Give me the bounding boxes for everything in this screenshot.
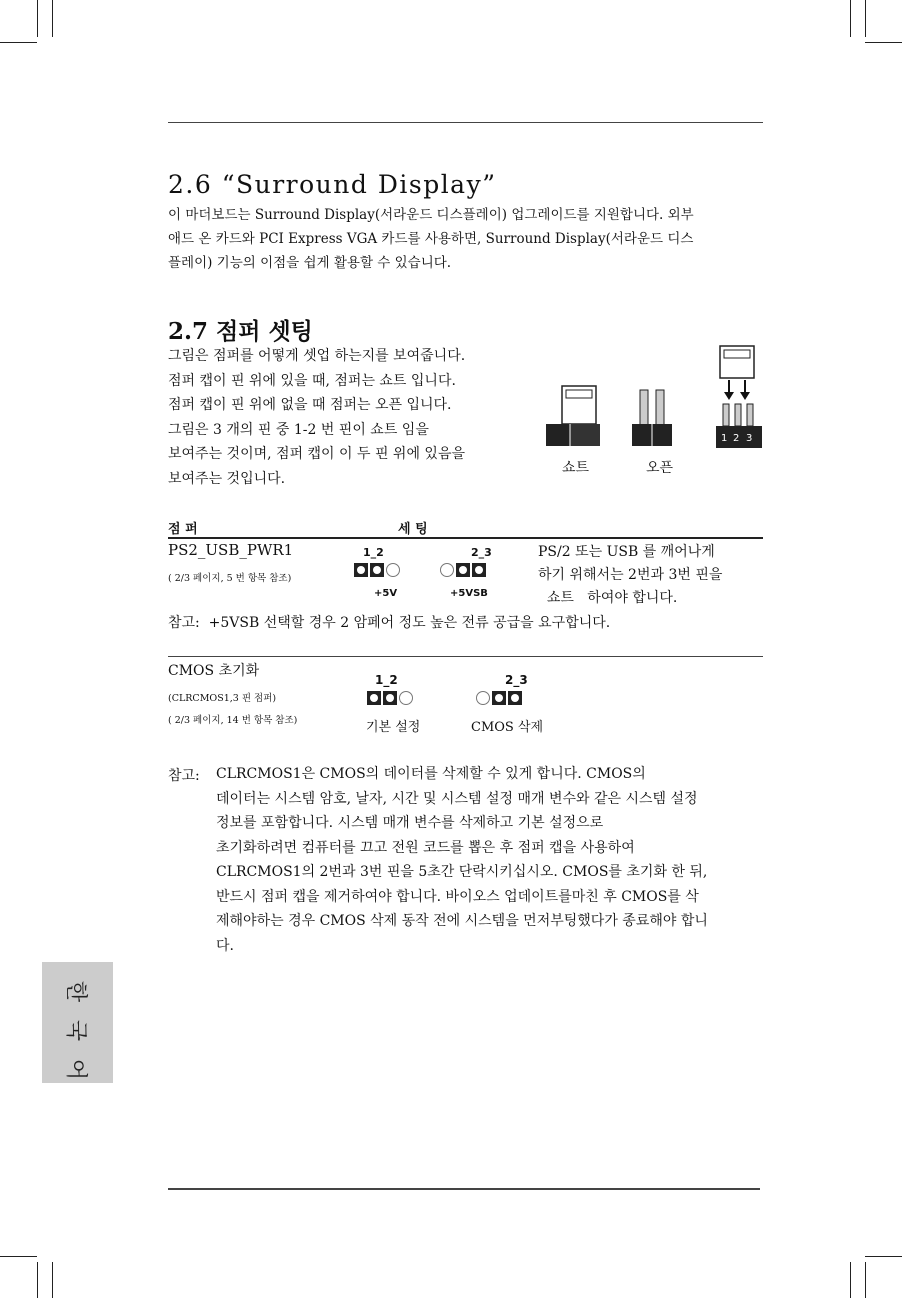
- jumper-illustration: [540, 340, 770, 455]
- language-side-tab: [42, 962, 113, 1083]
- cmos-right-pin-label: 2_3: [505, 673, 528, 687]
- crop-mark: [52, 0, 53, 37]
- table-header-setting: 세 팅: [398, 522, 428, 537]
- text-line: 하기 위해서는 2번과 3번 핀을: [538, 567, 723, 583]
- text-line: CLRCMOS1의 2번과 3번 핀을 5초간 단락시키십시오. CMOS를 초기화 한 뒤,: [216, 864, 708, 880]
- pin-open: [386, 563, 400, 577]
- crop-mark: [52, 1262, 53, 1298]
- ps2-description: [538, 541, 722, 610]
- cmos-left-pin-label: 1_2: [375, 673, 398, 687]
- cmos-pins-2-3: [476, 691, 524, 710]
- header-rule: [168, 122, 763, 123]
- text-line: 플레이) 기능의 이점을 쉽게 활용할 수 있습니다.: [168, 255, 452, 271]
- svg-text:3: 3: [746, 433, 753, 444]
- text-line: 점퍼 캡이 핀 위에 없을 때 점퍼는 오픈 입니다.: [168, 397, 452, 413]
- crop-mark: [850, 1262, 851, 1298]
- table-divider: [168, 656, 763, 657]
- side-tab-char: 어: [63, 1058, 88, 1081]
- open-label: 오픈: [646, 460, 674, 476]
- note-body: [216, 762, 768, 958]
- text-line: 쇼트 하여야 합니다.: [538, 590, 678, 606]
- pin-shorted: [508, 691, 522, 705]
- crop-mark: [850, 0, 851, 37]
- text-line: 그림은 점퍼를 어떻게 셋업 하는지를 보여줍니다.: [168, 348, 466, 364]
- text-line: 제해야하는 경우 CMOS 삭제 동작 전에 시스템을 먼저부팅했다가 종료해야 합니: [216, 913, 708, 929]
- pin-shorted: [367, 691, 381, 705]
- crop-mark: [0, 1256, 37, 1257]
- ps2-jumper-name: PS2_USB_PWR1: [168, 541, 294, 559]
- text-line: CLRCMOS1은 CMOS의 데이터를 삭제할 수 있게 합니다. CMOS의: [216, 766, 646, 782]
- ps2-pins-2-3: [440, 563, 488, 582]
- section-27-body: [168, 344, 538, 491]
- section-27-title: 2.7 점퍼 셋팅: [168, 318, 313, 345]
- ps2-left-caption: +5V: [374, 588, 398, 599]
- text-line: 다.: [216, 937, 234, 954]
- ps2-reference: ( 2/3 페이지, 5 번 항목 참조): [168, 573, 292, 584]
- pin-open: [399, 691, 413, 705]
- svg-text:2: 2: [733, 433, 740, 444]
- pin-shorted: [383, 691, 397, 705]
- crop-mark: [865, 42, 902, 43]
- svg-text:1: 1: [721, 433, 728, 444]
- text-line: 이 마더보드는 Surround Display(서라운드 디스플레이) 업그레이드를 지원합니다. 외부: [168, 207, 694, 223]
- ps2-left-pin-label: 1_2: [363, 546, 384, 559]
- crop-mark: [865, 0, 866, 37]
- short-jumper-figure: [546, 386, 600, 446]
- pin-shorted: [492, 691, 506, 705]
- text-line: 초기화하려면 컴퓨터를 끄고 전원 코드를 뽑은 후 점퍼 캡을 사용하여: [216, 839, 635, 856]
- text-line: 데이터는 시스템 암호, 날자, 시간 및 시스템 설정 매개 변수와 같은 시스템 설정: [216, 790, 698, 807]
- text-line: PS/2 또는 USB 를 깨어나게: [538, 544, 715, 560]
- pin-open: [476, 691, 490, 705]
- pin-shorted: [354, 563, 368, 577]
- cmos-pins-1-2: [367, 691, 415, 710]
- open-jumper-figure: [632, 390, 672, 446]
- side-tab-char: 한: [63, 980, 88, 1003]
- text-line: 애드 온 카드와 PCI Express VGA 카드를 사용하면, Surround Display(서라운드 디스: [168, 231, 694, 247]
- crop-mark: [37, 1262, 38, 1298]
- ps2-note: 참고: +5VSB 선택할 경우 2 암페어 정도 높은 전류 공급을 요구합니다.: [168, 615, 611, 631]
- cmos-jumper-name: CMOS 초기화: [168, 663, 260, 679]
- ps2-right-pin-label: 2_3: [471, 546, 492, 559]
- pin-shorted: [456, 563, 470, 577]
- side-tab-char: 국: [63, 1019, 88, 1042]
- cmos-sub: (CLRCMOS1,3 핀 점퍼): [168, 693, 277, 704]
- crop-mark: [0, 42, 37, 43]
- table-header-jumper: 점 퍼: [168, 522, 198, 537]
- three-pin-jumper-figure: [716, 346, 762, 448]
- text-line: 보여주는 것입니다.: [168, 470, 286, 487]
- text-line: 반드시 점퍼 캡을 제거하여야 합니다. 바이오스 업데이트를마친 후 CMOS를 삭: [216, 888, 699, 905]
- crop-mark: [865, 1256, 902, 1257]
- text-line: 정보를 포함합니다. 시스템 매개 변수를 삭제하고 기본 설정으로: [216, 815, 604, 831]
- text-line: 그림은 3 개의 핀 중 1-2 번 핀이 쇼트 임을: [168, 421, 429, 438]
- ps2-right-caption: +5VSB: [450, 588, 488, 599]
- pin-shorted: [472, 563, 486, 577]
- section-26-body: [168, 203, 768, 275]
- note-prefix: 참고:: [168, 768, 200, 784]
- footer-rule: [168, 1188, 760, 1190]
- text-line: 보여주는 것이며, 점퍼 캡이 이 두 핀 위에 있음을: [168, 446, 466, 462]
- section-26-title: 2.6 “Surround Display”: [168, 170, 497, 199]
- text-line: 점퍼 캡이 핀 위에 있을 때, 점퍼는 쇼트 입니다.: [168, 372, 456, 389]
- table-header-rule: [168, 537, 763, 539]
- cmos-left-caption: 기본 설정: [366, 720, 421, 735]
- crop-mark: [37, 0, 38, 37]
- short-label: 쇼트: [562, 460, 590, 476]
- pin-open: [440, 563, 454, 577]
- cmos-right-caption: CMOS 삭제: [471, 720, 544, 735]
- crop-mark: [865, 1262, 866, 1298]
- ps2-pins-1-2: [354, 563, 402, 582]
- cmos-reference: ( 2/3 페이지, 14 번 항목 참조): [168, 715, 298, 726]
- pin-shorted: [370, 563, 384, 577]
